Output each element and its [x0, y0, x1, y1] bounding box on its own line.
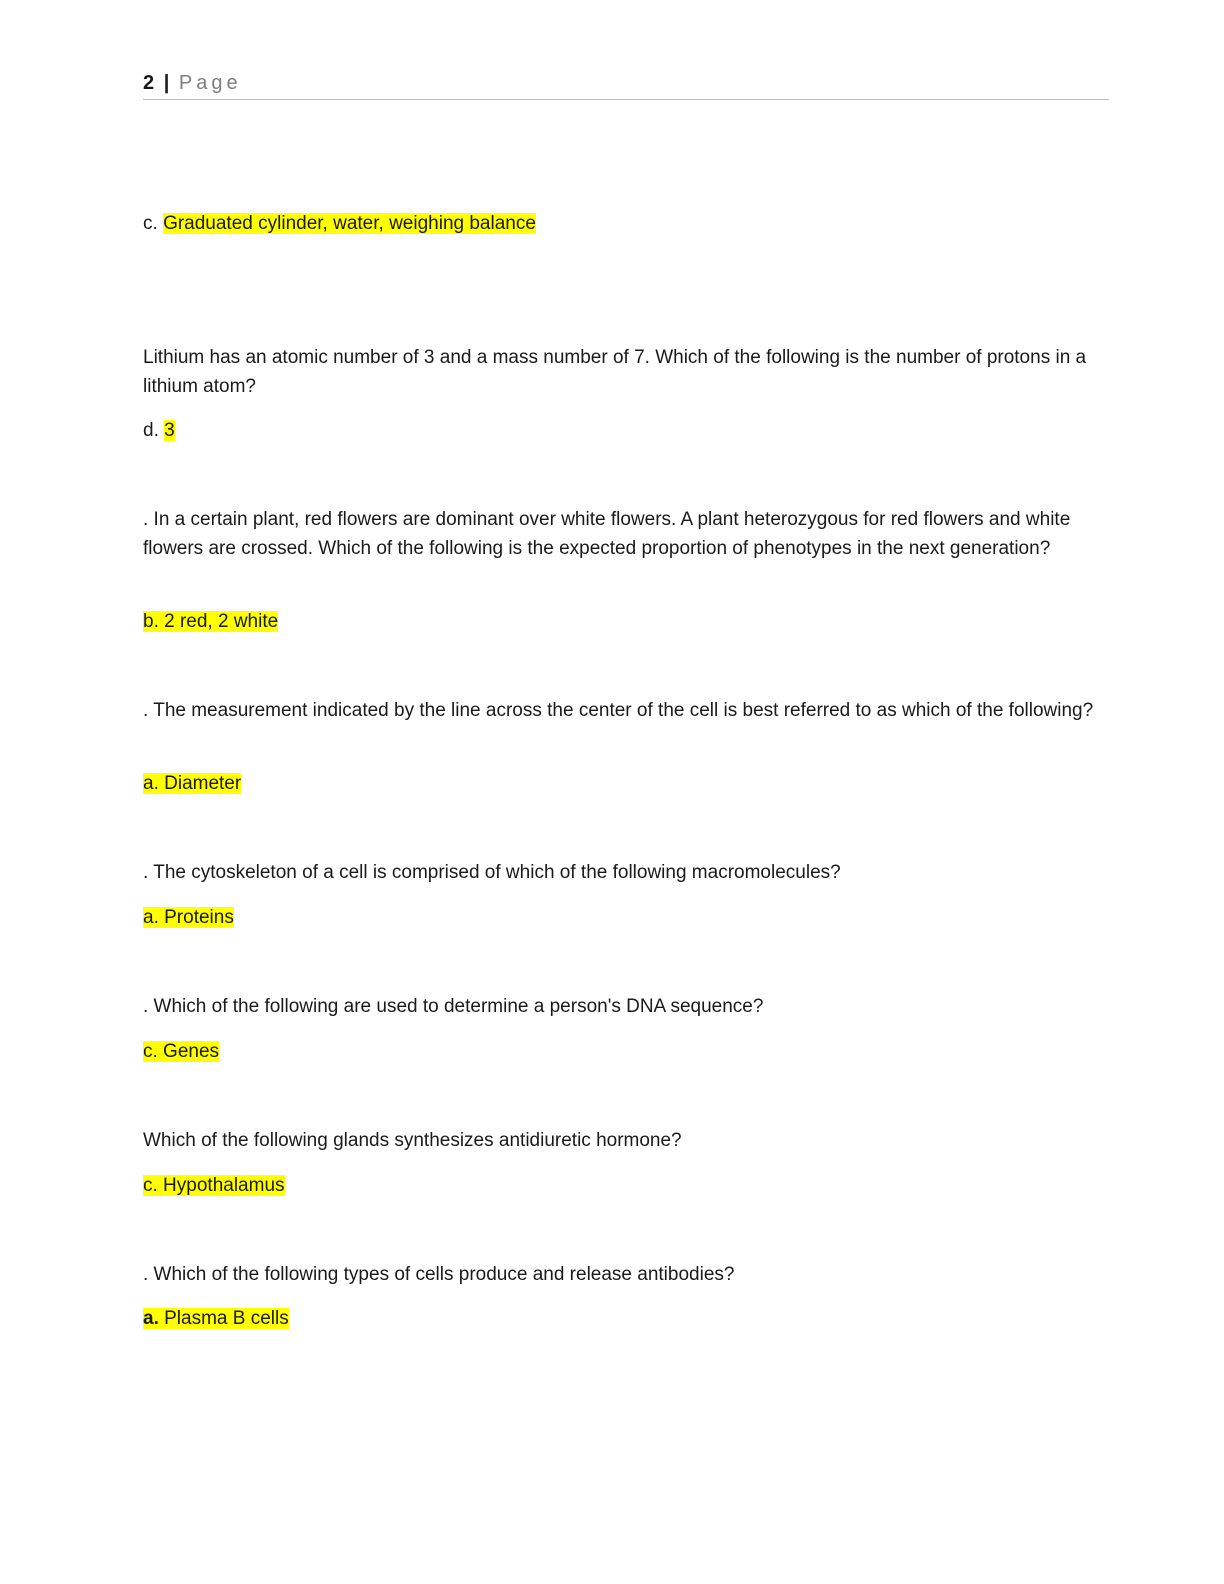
- question-text: . Which of the following types of cells produce and release antibodies?: [143, 1264, 735, 1285]
- header-separator: |: [163, 72, 170, 94]
- answer-line: [143, 209, 1109, 238]
- answer-line: [143, 1304, 1109, 1333]
- answer-prefix: a.: [143, 1308, 159, 1329]
- page-label: Page: [178, 72, 242, 94]
- question-text: . In a certain plant, red flowers are dominant over white flowers. A plant heterozygous for red flowers and white flowers are crossed. Which of the following is the expected proportion of phenotypes in the next generation?: [143, 509, 1071, 559]
- answer-prefix: d.: [143, 420, 165, 441]
- highlighted-answer: c. Genes: [143, 1041, 220, 1062]
- question-text: . The measurement indicated by the line across the center of the cell is best referred to as which of the following?: [143, 700, 1094, 721]
- highlighted-answer: 3: [164, 420, 175, 441]
- answer-prefix: c.: [143, 213, 164, 234]
- answer-line: [143, 1171, 1109, 1200]
- question-text: Lithium has an atomic number of 3 and a mass number of 7. Which of the following is the number of protons in a lithium atom?: [143, 347, 1087, 397]
- question-text: . Which of the following are used to determine a person's DNA sequence?: [143, 996, 764, 1017]
- highlighted-answer: b. 2 red, 2 white: [143, 611, 279, 632]
- highlighted-answer: Plasma B cells: [158, 1308, 289, 1329]
- highlighted-answer: a. Diameter: [143, 773, 242, 794]
- answer-line: [143, 1037, 1109, 1066]
- highlighted-answer: c. Hypothalamus: [143, 1175, 285, 1196]
- highlighted-answer: Graduated cylinder, water, weighing balance: [163, 213, 536, 234]
- answer-line: [143, 903, 1109, 932]
- question-text: Which of the following glands synthesizes antidiuretic hormone?: [143, 1130, 682, 1151]
- answer-line: [143, 416, 1109, 445]
- question-text: . The cytoskeleton of a cell is comprised of which of the following macromolecules?: [143, 862, 841, 883]
- answer-line: [143, 769, 1109, 798]
- highlighted-answer: a. Proteins: [143, 907, 234, 928]
- page-header: [143, 70, 1109, 100]
- answer-line: [143, 607, 1109, 636]
- page-number: 2: [143, 72, 155, 94]
